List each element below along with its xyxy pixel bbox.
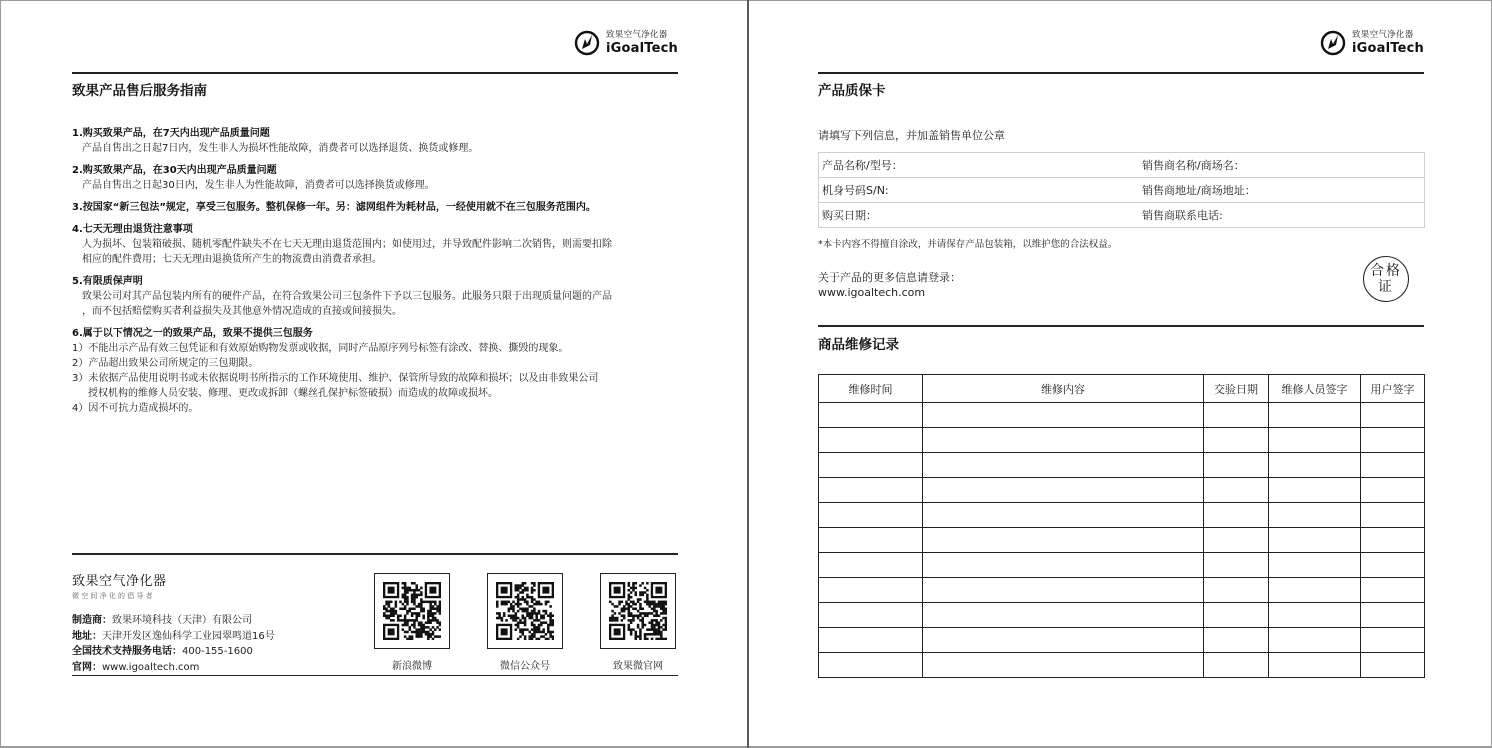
repair-cell[interactable] — [1204, 628, 1269, 653]
repair-cell[interactable] — [819, 453, 923, 478]
col-user-sign: 用户签字 — [1361, 375, 1425, 403]
footer-rule — [72, 553, 678, 555]
section-title: 1.购买致果产品，在7天内出现产品质量问题 — [72, 128, 270, 139]
col-technician-sign: 维修人员签字 — [1269, 375, 1361, 403]
repair-cell[interactable] — [819, 653, 923, 678]
repair-cell[interactable] — [1361, 428, 1425, 453]
qr-label: 致果微官网 — [613, 661, 663, 672]
repair-row — [819, 503, 1425, 528]
section-rule — [818, 325, 1424, 327]
field-row — [819, 153, 1424, 178]
repair-row — [819, 428, 1425, 453]
repair-row — [819, 478, 1425, 503]
service-guide — [72, 126, 678, 423]
repair-cell[interactable] — [1204, 428, 1269, 453]
repair-cell[interactable] — [1269, 553, 1361, 578]
repair-cell[interactable] — [1269, 453, 1361, 478]
repair-cell[interactable] — [1269, 653, 1361, 678]
repair-header-row — [819, 375, 1425, 403]
repair-cell[interactable] — [1269, 603, 1361, 628]
repair-row — [819, 553, 1425, 578]
repair-cell[interactable] — [819, 578, 923, 603]
maker-line: 制造商：致果环境科技（天津）有限公司 — [72, 615, 252, 626]
repair-cell[interactable] — [1204, 478, 1269, 503]
warranty-fields — [818, 152, 1425, 228]
repair-cell[interactable] — [819, 503, 923, 528]
repair-row — [819, 528, 1425, 553]
qr-mini-site — [600, 573, 676, 672]
section-text: 产品自售出之日起7日内，发生非人为损坏性能故障，消费者可以选择退货、换货或修理。 — [82, 143, 479, 154]
warranty-note: *本卡内容不得擅自涂改，并请保存产品包装箱，以维护您的合法权益。 — [818, 239, 1118, 250]
list-item: 3）未依据产品使用说明书或未依据说明书所指示的工作环境使用、维护、保管所导致的故障和损坏；以及由非致果公司 — [72, 373, 599, 384]
repair-cell[interactable] — [1269, 578, 1361, 603]
repair-cell[interactable] — [1361, 553, 1425, 578]
repair-cell[interactable] — [1204, 553, 1269, 578]
repair-cell[interactable] — [1361, 478, 1425, 503]
list-item: 2）产品超出致果公司所规定的三包期限。 — [72, 358, 259, 369]
section — [72, 126, 678, 156]
repair-cell[interactable] — [1204, 453, 1269, 478]
company-name: 致果空气净化器 — [72, 574, 167, 589]
brand-cn: 致果空气净化器 — [1351, 30, 1414, 41]
section-title: 3.按国家“新三包法”规定，享受三包服务。整机保修一年。另：滤网组件为耗材品，一经使用就不在三包服务范围内。 — [72, 202, 596, 213]
brand-logo — [1320, 30, 1424, 56]
section — [72, 222, 678, 267]
repair-cell[interactable] — [1204, 578, 1269, 603]
repair-cell[interactable] — [1269, 503, 1361, 528]
qr-label: 新浪微博 — [392, 661, 432, 672]
page-title: 致果产品售后服务指南 — [72, 83, 207, 99]
repair-cell[interactable] — [1361, 578, 1425, 603]
section-text: ，而不包括赔偿购买者利益损失及其他意外情况造成的直接或间接损失。 — [82, 306, 402, 317]
list-item: 4）因不可抗力造成损坏的。 — [72, 403, 199, 414]
qr-code-icon — [609, 582, 667, 640]
repair-cell[interactable] — [1269, 528, 1361, 553]
repair-cell[interactable] — [923, 578, 1204, 603]
repair-cell[interactable] — [1269, 478, 1361, 503]
frame-left — [0, 0, 1, 748]
repair-record-table — [818, 374, 1425, 678]
repair-row — [819, 653, 1425, 678]
list-item: 1）不能出示产品有效三包凭证和有效原始购物发票或收据，同时产品原序列号标签有涂改、替换、撕毁的现象。 — [72, 343, 569, 354]
repair-cell[interactable] — [1269, 628, 1361, 653]
field-purchase-date[interactable]: 购买日期： — [822, 209, 877, 222]
unicorn-logo-icon — [1320, 30, 1346, 56]
field-row — [819, 178, 1424, 203]
repair-cell[interactable] — [1204, 503, 1269, 528]
list-item: 授权机构的维修人员安装、修理、更改或拆卸（螺丝孔保护标签破损）而造成的故障或损坏。 — [88, 388, 498, 399]
section-text: 相应的配件费用；七天无理由退换货所产生的物流费由消费者承担。 — [82, 254, 382, 265]
website-line: 官网：www.igoaltech.com — [72, 661, 200, 673]
section-title: 5.有限质保声明 — [72, 276, 143, 287]
field-dealer-name[interactable]: 销售商名称/商场名： — [1142, 159, 1245, 172]
repair-row — [819, 628, 1425, 653]
repair-row — [819, 578, 1425, 603]
repair-cell[interactable] — [1361, 628, 1425, 653]
brand-en: iGoalTech — [1351, 40, 1424, 56]
warranty-intro: 请填写下列信息，并加盖销售单位公章 — [818, 129, 1005, 142]
field-serial-number[interactable]: 机身号码S/N: — [822, 184, 889, 197]
company-underline — [72, 675, 678, 676]
top-rule — [72, 72, 678, 74]
col-repair-time: 维修时间 — [819, 375, 923, 403]
repair-cell[interactable] — [819, 528, 923, 553]
repair-cell[interactable] — [1361, 603, 1425, 628]
section — [72, 200, 678, 215]
repair-cell[interactable] — [923, 478, 1204, 503]
hotline-line: 全国技术支持服务电话：400-155-1600 — [72, 646, 253, 657]
section-title: 6.属于以下情况之一的致果产品，致果不提供三包服务 — [72, 328, 313, 339]
repair-cell[interactable] — [819, 628, 923, 653]
section-title: 4.七天无理由退货注意事项 — [72, 224, 193, 235]
stamp-text: 合格证 — [1370, 263, 1402, 295]
page-divider — [747, 0, 749, 748]
repair-cell[interactable] — [923, 603, 1204, 628]
more-info — [818, 270, 961, 300]
brand-en: iGoalTech — [605, 40, 678, 56]
section-text: 产品自售出之日起30日内，发生非人为性能故障，消费者可以选择换货或修理。 — [82, 180, 435, 191]
company-slogan: 微空间净化的倡导者 — [72, 592, 155, 600]
repair-cell[interactable] — [819, 553, 923, 578]
repair-row — [819, 603, 1425, 628]
field-row — [819, 203, 1424, 227]
right-page — [818, 0, 1424, 748]
repair-cell[interactable] — [1204, 653, 1269, 678]
repair-cell[interactable] — [1361, 453, 1425, 478]
repair-cell[interactable] — [923, 403, 1204, 428]
left-page — [72, 0, 678, 748]
field-product-model[interactable]: 产品名称/型号： — [822, 159, 903, 172]
repair-cell[interactable] — [923, 653, 1204, 678]
repair-cell[interactable] — [819, 428, 923, 453]
repair-cell[interactable] — [1361, 653, 1425, 678]
more-info-url[interactable]: www.igoaltech.com — [818, 286, 926, 299]
qualified-stamp — [1363, 256, 1409, 302]
repair-cell[interactable] — [1204, 403, 1269, 428]
repair-cell[interactable] — [819, 603, 923, 628]
repair-cell[interactable] — [923, 628, 1204, 653]
qr-weibo — [374, 573, 450, 672]
repair-row — [819, 403, 1425, 428]
repair-cell[interactable] — [923, 453, 1204, 478]
company-info — [72, 570, 362, 675]
section-text: 人为损坏、包装箱破损、随机零配件缺失不在七天无理由退货范围内；如使用过，并导致配件影响二次销售，则需要扣除 — [82, 239, 612, 250]
section-title: 2.购买致果产品，在30天内出现产品质量问题 — [72, 165, 277, 176]
repair-cell[interactable] — [1204, 603, 1269, 628]
qr-label: 微信公众号 — [500, 661, 550, 672]
more-info-text: 关于产品的更多信息请登录： — [818, 271, 961, 284]
repair-cell[interactable] — [819, 478, 923, 503]
top-rule — [818, 72, 1424, 74]
section — [72, 326, 678, 416]
repair-cell[interactable] — [1269, 403, 1361, 428]
repair-cell[interactable] — [1361, 403, 1425, 428]
section — [72, 163, 678, 193]
repair-cell[interactable] — [923, 528, 1204, 553]
repair-cell[interactable] — [1361, 503, 1425, 528]
qr-code-icon — [383, 582, 441, 640]
repair-cell[interactable] — [1204, 528, 1269, 553]
repair-cell[interactable] — [1269, 428, 1361, 453]
warranty-title: 产品质保卡 — [818, 83, 886, 99]
unicorn-logo-icon — [574, 30, 600, 56]
field-dealer-address[interactable]: 销售商地址/商场地址： — [1142, 184, 1256, 197]
section — [72, 274, 678, 319]
repair-cell[interactable] — [923, 428, 1204, 453]
repair-cell[interactable] — [819, 403, 923, 428]
col-repair-content: 维修内容 — [923, 375, 1204, 403]
repair-cell[interactable] — [1361, 528, 1425, 553]
qr-wechat — [487, 573, 563, 672]
repair-cell[interactable] — [923, 503, 1204, 528]
repair-cell[interactable] — [923, 553, 1204, 578]
col-check-date: 交验日期 — [1204, 375, 1269, 403]
repair-title: 商品维修记录 — [818, 337, 899, 353]
qr-code-icon — [496, 582, 554, 640]
section-text: 致果公司对其产品包装内所有的硬件产品，在符合致果公司三包条件下予以三包服务。此服务只限于出现质量问题的产品 — [82, 291, 612, 302]
repair-row — [819, 453, 1425, 478]
address-line: 地址：天津开发区逸仙科学工业园翠鸣道16号 — [72, 630, 275, 642]
brand-cn: 致果空气净化器 — [605, 30, 668, 41]
field-dealer-phone[interactable]: 销售商联系电话: — [1142, 209, 1223, 222]
brand-logo — [574, 30, 678, 56]
